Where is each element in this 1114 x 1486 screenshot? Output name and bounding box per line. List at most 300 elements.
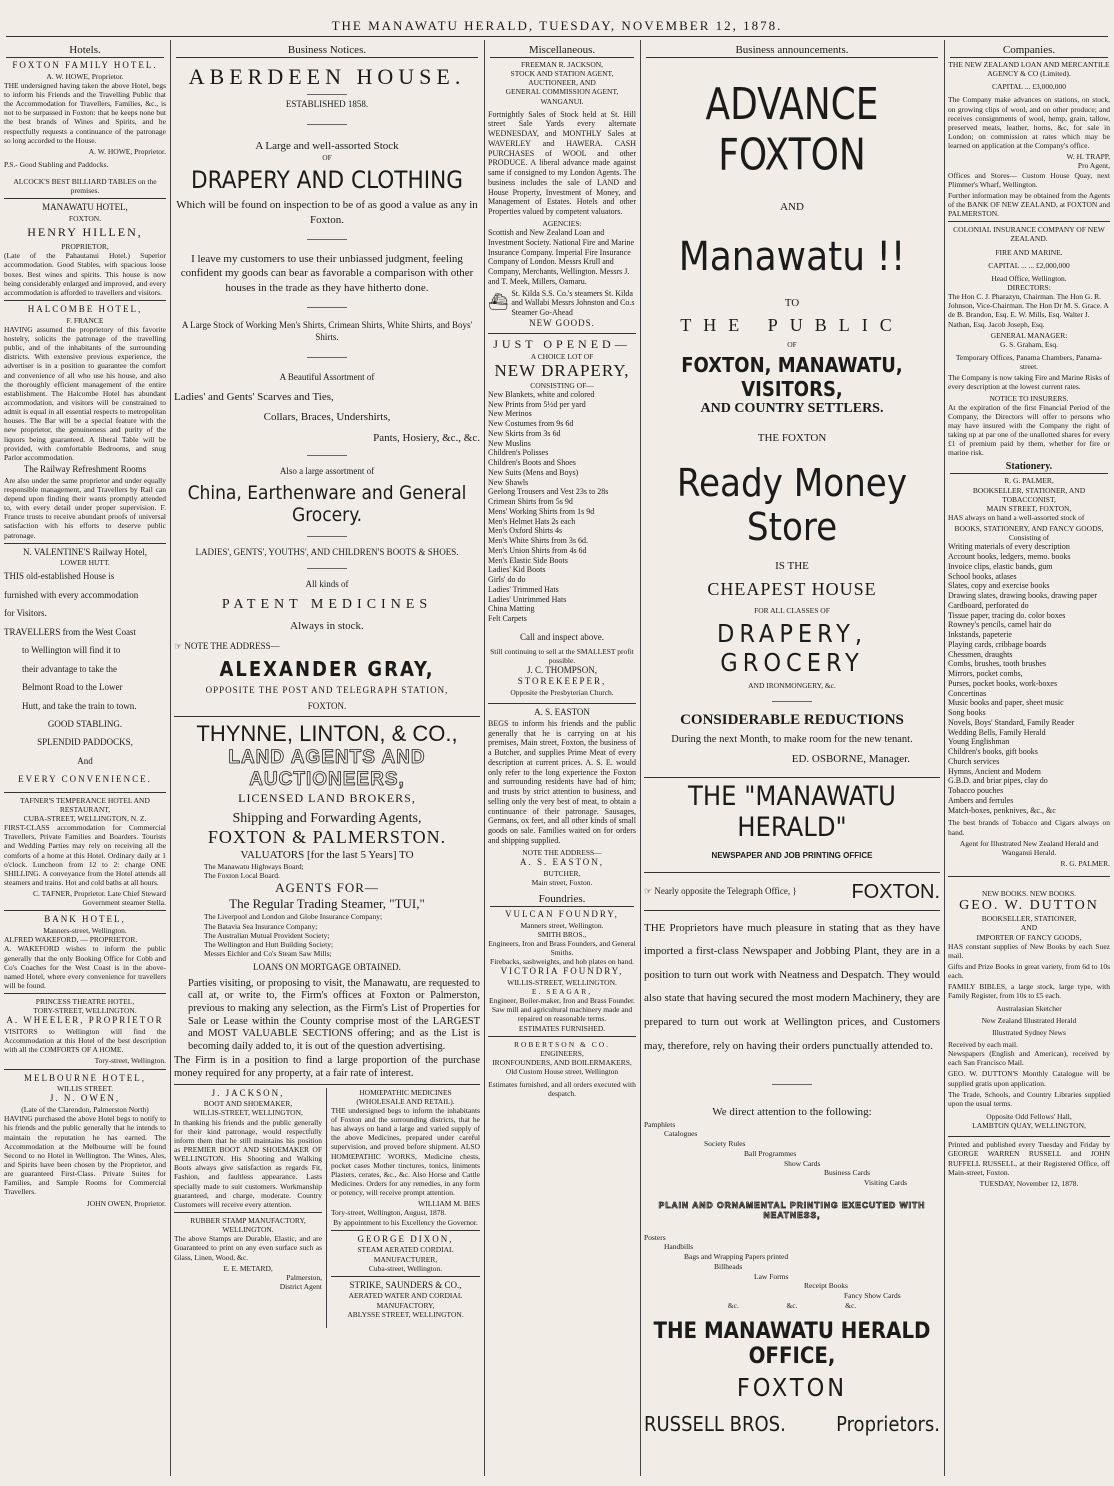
dixon-sub: STEAM AERATED CORDIAL MANUFACTURER, [357,1245,454,1264]
vulcan-place: Manners street, Wellington. [520,920,604,930]
list-item: Men's Union Shirts from 4s 6d [488,545,587,555]
column-divider [170,40,171,1476]
print-item: Law Forms [754,1271,789,1281]
russell-bros: RUSSELL BROS. [644,1411,786,1436]
just-opened: JUST OPENED— [493,336,631,351]
list-item: New Shawls [488,477,529,487]
smith-bros: SMITH BROS., [537,929,587,939]
bank-hotel-proprietor: ALFRED WAKEFORD, — PROPRIETOR. [4,935,138,945]
palmer-books: BOOKS, STATIONERY, AND FANCY GOODS, [954,524,1104,534]
print-item: Ball Programmes [744,1148,797,1158]
etc: &c. [845,1300,857,1310]
print-item: Handbills [664,1242,694,1252]
call-inspect: Call and inspect above. [520,631,604,642]
sketcher: Australasian Sketcher [996,1003,1062,1013]
firm-text: The Firm is in a position to find a large proportion of the purchase money required for any property, at a fair rate of interest. [174,1055,480,1079]
list-item: Hymns, Ancient and Modern [948,766,1041,776]
saw-mill: Saw mill and agricultural machinery made and repaired on reasonable terms. [491,1005,633,1024]
foxton-visitors: FOXTON, MANAWATU, VISITORS, [681,352,903,401]
note-address [174,641,480,653]
loans: LOANS ON MORTGAGE OBTAINED. [253,962,401,973]
nz-illustrated: New Zealand Illustrated Herald [981,1015,1077,1025]
jackson-ad [174,1088,322,1292]
easton-mainst: Main street, Foxton. [531,877,593,887]
list-item: G.B.D. and briar pipes, clay do [948,776,1048,786]
capital-2: CAPITAL ... ... £2,000,000 [988,260,1070,270]
list-item: Children's books, gift books [948,747,1038,757]
herald-office: THE MANAWATU HERALD OFFICE, [653,1318,931,1369]
list-item: Novels, Boys' Standard, Family Reader [948,717,1075,727]
jackson-place: WILLIS-STREET, WELLINGTON, [193,1108,303,1118]
wanganui: WANGANUI. [540,96,584,106]
nearly-opposite: ☞ Nearly opposite the Telegraph Office, } [644,886,797,897]
plain-ornamental: PLAIN AND ORNAMENTAL PRINTING EXECUTED WITH NEATNESS, [658,1199,926,1221]
new-books: NEW BOOKS. NEW BOOKS. [981,889,1077,899]
list-item: Purses, pocket books, work-boxes [948,678,1058,688]
jackson-sub: BOOT AND SHOEMAKER, [203,1099,293,1109]
notice-insurers: NOTICE TO INSURERS. [989,393,1069,403]
owen-name: J. N. OWEN, [49,1093,121,1104]
easton-name: A. S. EASTON [534,707,590,718]
bank-hotel-title: BANK HOTEL, [44,914,126,925]
customers-text: I leave my customers to use their unbiassed judgment, feeling confident my goods can bear as favorable a comparison with other houses in the trade as they have hitherto done. [180,253,474,294]
dutton-sub: BOOKSELLER, STATIONER, [981,914,1077,924]
list-item: Mirrors, pocket combs, [948,669,1023,679]
newspaper-office: NEWSPAPER AND JOB PRINTING OFFICE [711,850,873,860]
print-item: Pamphlets [644,1119,676,1129]
print-item: Business Cards [824,1168,871,1178]
print-item: Society Rules [704,1139,746,1149]
bies-place: Tory-street, Wellington, August, 1878. [331,1208,447,1218]
list-item: Ladies' Kid Boots [488,565,546,575]
agencies-body: Scottish and New Zealand Loan and Investment Society. National Fire and Marine Insurance Company. Imperial Fire Insurance Company of London. Messrs Krull and Company, Merchants, Wellington. Messrs J. and T. Meek, Millers, Oamaru. [488,228,635,286]
during-month: During the next Month, to make room for the new tenant. [671,733,913,745]
storekeeper: STOREKEEPER, [517,676,607,687]
herald-agent: Agent for Illustrated New Zealand Herald and Wanganui Herald. [959,838,1099,857]
stock-intro: A Large and well-assorted Stock [255,139,399,152]
melbourne-hotel-title: MELBOURNE HOTEL, [24,1072,146,1083]
gm-name: G. S. Graham, Esq. [999,339,1059,349]
opposite-post: OPPOSITE THE POST AND TELEGRAPH STATION, [205,684,449,695]
list-item: Account books, ledgers, memo. books [948,552,1071,562]
rubber-body: The above Stamps are Durable, Elastic, and are Guaranteed to print on any even surface such as Glass, Linen, Wood, &c. [174,1234,322,1262]
ad-divider [326,1088,327,1328]
list-item: Crimean Shirts from 5s 9d [488,497,573,507]
jackson-body: In thanking his friends and the public generally for their kind patronage, would respectfully inform them that he still maintains his position as PREMIER BOOT AND SHOEMAKER OF WELLINGTON. His Shooting and Walking Boots always give satisfaction as regards Fit, Fashion, and faultless appearance. Lasts specially made to suit customers. Workmanship guaranteed, and charge, moderate. Country Customers will receive every attention. [174,1117,322,1209]
manawatu-hotel-title: MANAWATU HOTEL, [42,202,128,213]
foxton-bottom: FOXTON [736,1372,848,1402]
insurance-1: The Liverpool and London and Globe Insurance Company; [204,912,383,922]
steamers-ad [488,289,636,318]
foxton-label: FOXTON. [851,880,940,903]
section-heading-stationery: Stationery. [950,461,1108,474]
fire-marine: FIRE AND MARINE. [995,247,1063,257]
valentine-hotel-title: N. VALENTINE'S Railway Hotel, [22,546,148,557]
valentine-line: GOOD STABLING. [47,718,123,729]
firebacks: Firebacks, sashweights, and hob plates on hand. [490,957,634,967]
easton-signature: A. S. EASTON, [519,856,605,867]
list-item: New Merinos [488,409,532,419]
taking-risks: The Company is now taking Fire and Marine Risks of every description at the lowest current rates. [948,373,1110,392]
scarves: Ladies' and Gents' Scarves and Ties, [174,390,334,403]
estimates-furnished: ESTIMATES FURNISHED. [518,1023,606,1033]
section-heading-announcements: Business announcements. [646,44,938,58]
china-grocery: China, Earthenware and General Grocery. [187,481,467,526]
list-item: Music books and paper, sheet music [948,698,1064,708]
printing-list [644,1120,940,1188]
tafner-body: FIRST-CLASS accommodation for Commercial Travellers, Private Families and Boarders. Tourists and Wedding Parties may rely on receiving all the comforts of a home at this Hotel. Ordinary daily at 1 o'clock. Luncheon from 12 to 2: charge ONE SHILLING. A conveyance from the Hotel attends all steamers and trains. Hot and cold baths at all hours. [4,823,166,887]
herald-title: THE "MANAWATU HERALD" [688,780,896,843]
insurance-4: The Wellington and Hutt Building Society; [204,939,334,949]
list-item: Children's Polisses [488,448,549,458]
collars: Collars, Braces, Undershirts, [263,411,391,424]
list-item: Wedding Bells, Family Herald [948,727,1046,737]
list-item: Chessmen, draughts [948,649,1013,659]
metard-agent: District Agent [279,1281,322,1291]
gm-heading: GENERAL MANAGER: [990,330,1068,340]
note-address-text: NOTE THE ADDRESS— [184,641,280,652]
shipping-agents: Shipping and Forwarding Agents, [232,810,422,826]
list-item: New Skirts from 3s 6d [488,428,561,438]
halcombe-proprietor: F. FRANCE [66,315,104,325]
trade-schools: The Trade, Schools, and Country Libraries supplied upon the usual terms. [948,1089,1110,1108]
column-hotels [4,44,166,1476]
list-item: Mens' Working Shirts from 1s 9d [488,506,595,516]
proprietors-label: Proprietors. [836,1411,940,1436]
rubber-title: RUBBER STAMP MANUFACTORY, [190,1215,306,1225]
the-public: THE PUBLIC [680,314,904,335]
alexander-gray: ALEXANDER GRAY, [219,656,435,681]
dutton-body: HAS constant supplies of New Books by each Suez mail. [948,941,1110,960]
robertson: ROBERTSON & CO. [513,1039,611,1049]
tafner-title: TAFNER'S TEMPERANCE HOTEL AND RESTAURANT, [20,795,150,814]
valentine-place: LOWER HUTT. [60,558,110,568]
print-item: Visiting Cards [864,1178,908,1188]
foxton-address: FOXTON. [307,700,347,711]
sydney-news: Illustrated Sydney News [992,1027,1066,1037]
homeo-title: HOMŒPATHIC MEDICINES [359,1087,452,1097]
inspection-text: Which will be found on inspection to be of as good a value as any in Foxton. [176,199,478,226]
commission-agent: GENERAL COMMISSION AGENT, [505,87,619,97]
pointing-hand-icon: ☞ [644,886,655,897]
owen-body: HAVING purchased the above Hotel begs to notify to his friends and the public generally that he intends to maintain the reputation he has earned. The Accommodation at the Melbourne will be found Second to no Hotel in Wellington. The Wines, Ales, and Spirits have been chosen by the Proprietor, and are guaranteed First-Class. Private Suites for Families, and Sample Rooms for Commercial Travellers. [4,1114,166,1197]
masthead-rule [6,36,1108,37]
new-goods: NEW GOODS. [529,317,595,328]
print-item: Billheads [714,1261,743,1271]
easton-note: NOTE THE ADDRESS— [522,847,602,857]
metard-place: Palmerston, [286,1272,322,1282]
nz-loan-body: The Company make advances on stations, on stock, on growing clips of wool, and on other produce; and receives consignments of wool, hemp, grain, tallow, preserved meats, leather, horns, &c, for sale in London; on commission at rates which may be learned on application at the Company's office. [948,95,1110,151]
easton-body: BEGS to inform his friends and the public generally that he is carrying on at his premises, Main street, Foxton, the business of a Butcher, and supplies Prime Meat of every description at current prices. A. S. E. would only refer to the long experience the Foxton and surrounding residents have had of him; and trusts by strict attention to business, and selling only the very best of meat, to obtain a continuance of their patronage. Sausages, Germans, ox feet, and all other kinds of small goods on sale. Families waited on for orders and shipping supplied. [488,718,636,845]
tui-steamer: The Regular Trading Steamer, "TUI," [229,896,425,912]
offices-stores: Offices and Stores— Custom House Quay, next Plimmer's Wharf, Wellington. [948,170,1110,189]
parties-text: Parties visiting, or proposing to visit, the Manawatu, are requested to call at, or write to, the Firm's offices at Foxton or Palmerston, previous to making any selection, as the Firm's List of Properties for Sale or Lease within the County comprise most of the LARGEST and MOST VALUABLE SECTIONS offering; and as the List is becoming daily added to, it is out of the question advertising. [188,977,480,1052]
printed-published: Printed and published every Tuesday and Friday by GEORGE WARREN RUSSELL and JOHN RUFFELL RUSSELL, at their Registered Office, off Main-street, Foxton. [948,1140,1110,1177]
bank-hotel-body: A. WAKEFORD wishes to inform the public generally that the only Booking Office for Cobb and Co's Coaches for the West Coast is in the above-named Hotel, where every convenience for travellers will be found. [4,944,166,990]
wheeler-name: A. WHEELER, PROPRIETOR [6,1015,164,1026]
homeopathic-ad [331,1088,480,1319]
small-ads-block [174,1088,480,1328]
tafner-place: CUBA-STREET, WELLINGTON, N. Z. [23,814,147,824]
homeo-body: THE undersigned begs to inform the inhabitants of Foxton and the surrounding districts, that he has always on hand a large and varied supply of the above Medicines, prepared under careful supervision, and proved before shipment. ALSO HOMŒPATHIC WORKS, Medicine chests, pocket cases Mother tinctures, tonics, liniments Plasters, cerates, &c., &c. Also Horse and Cattle Medicines. Orders for any remedies, in any form or potency, will receive prompt attention. [331,1105,480,1198]
valentine-line: TRAVELLERS from the West Coast [4,626,136,637]
for-all-classes: FOR ALL CLASSES OF [754,606,830,616]
palmer-name: R. G. PALMER, [1004,476,1054,486]
steamers-text: St. Kilda S.S. Co.'s steamers St. Kilda and Wallabi Messrs Johnston and Co.s Steamer Go-Ahead [511,288,635,318]
tafner-signature: C. TAFNER, Proprietor. Late Chief Steward Government steamer Stella. [33,889,166,908]
column-divider [484,40,485,1476]
hillen-proprietor: PROPRIETOR, [61,242,109,252]
auctioneer: AUCTIONEER, AND [528,78,596,88]
stock-agent: STOCK AND STATION AGENT, [510,69,614,79]
highways-board: The Manawatu Highways Board; [204,862,304,872]
list-item: Felt Carpets [488,614,527,624]
foxton-palmerston: FOXTON & PALMERSTON. [207,826,447,847]
thompson-name: J. C. THOMPSON, [526,664,598,675]
notice-body: At the expiration of the first Financial Period of the Company, the Directors will offer to persons who may have insured with the Company the right of taking up at par one of the unallotted shares for every £1 of premium paid by them, whether for fire or marine risk. [948,402,1110,458]
also-assortment: Also a large assortment of [279,465,375,476]
list-item: Men's Helmet Hats 2s each [488,516,576,526]
steamship-icon: ⛴ [488,294,509,312]
aberdeen-house-title: ABERDEEN HOUSE. [188,64,466,89]
billiard-notice: ALCOCK'S BEST BILLIARD TABLES on the premises. [13,177,157,196]
valentine-line: SPLENDID PADDOCKS, [37,737,133,748]
address-line [644,881,940,904]
pointing-hand-icon: ☞ [174,641,185,652]
list-item: New Suits (Mens and Boys) [488,467,579,477]
land-agents: LAND AGENTS AND AUCTIONEERS, [228,747,426,791]
hillen-name: HENRY HILLEN, [27,225,143,240]
palmer-place: MAIN STREET, FOXTON, [986,503,1072,513]
seagar-name: E. SEAGAR, [531,987,593,997]
list-item: China Matting [488,604,535,614]
owen-signature: JOHN OWEN, Proprietor. [86,1198,166,1208]
strike-sub: AERATED WATER AND CORDIAL MANUFACTORY, [348,1291,463,1310]
column-business [174,44,480,1476]
ironmongery: AND IRONMONGERY, &c. [748,681,836,691]
boots-shoes: LADIES', GENTS', YOUTHS', AND CHILDREN'S BOOTS & SHOES. [195,546,459,557]
hillen-body: (Late of the Pahautanui Hotel.) Superior accommodation. Good Stables, with spacious loose boxes. Best wines and spirits. This house is now being considerably enlarged and improved, and every accommodation is afforded to travellers and visitors. [4,251,166,297]
list-item: Slates, copy and exercise books [948,581,1050,591]
manawatu-headline: Manawatu !! [678,234,906,281]
list-item: Drawing slates, drawing books, drawing paper [948,591,1098,601]
bies-appointment: By appointment to his Excellency the Governor. [333,1217,478,1227]
print-item: Catalogues [664,1129,698,1139]
directors-body: The Hon C. J. Pharazyn, Chairman. The Hon G. R. Johnson, Vice-Chairman. The Hon Dr M. S. Grace. A de B. Brandon, Esq. E. W. Mills, Esq. Walter J. Nathan, Esq. Jacob Joseph, Esq. [948,292,1109,329]
assortment: A Beautiful Assortment of [279,372,375,383]
homeo-sub: (WHOLESALE AND RETAIL). [356,1096,455,1106]
insurance-2: The Batavia Sea Insurance Company; [204,921,318,931]
dixon-place: Cuba-street, Wellington. [368,1263,443,1273]
print-item: Posters [644,1232,666,1242]
etc-row [644,1301,940,1311]
foxton-hotel-title: FOXTON FAMILY HOTEL. [12,60,158,70]
metard: E. E. METARD, [223,1263,273,1273]
list-item: Song books [948,708,986,718]
seagar-body: Engineer, Boiler-maker, Iron and Brass Founder. [489,996,635,1006]
column-announcements [644,44,940,1476]
column-divider [640,40,641,1476]
lambton-quay: LAMBTON QUAY, WELLINGTON, [972,1121,1086,1131]
wheeler-body: VISITORS to Wellington will find the Accommodation at this Hotel of the best description with all the COMFORTS OF A HOME. [4,1027,166,1055]
the-foxton: THE FOXTON [757,431,827,444]
head-office: Head Office, Wellington. [991,273,1067,283]
list-item: Invoice clips, elastic bands, gum [948,561,1053,571]
etc: &c. [727,1300,739,1310]
etc: &c. [786,1300,798,1310]
and-text: AND [780,201,804,213]
list-item: Geelong Trousers and Vest 23s to 28s [488,487,609,497]
section-heading-misc: Miscellaneous. [490,44,634,58]
capital: CAPITAL ... £3,000,000 [992,82,1066,92]
melbourne-place: WILLIS STREET. [56,1084,114,1094]
ready-money-store: Ready Money Store [676,461,908,550]
valentine-line: to Wellington will find it to [22,645,121,656]
estimates-final: Estimates furnished, and all orders executed with despatch. [488,1080,636,1099]
odd-fellows: Opposite Odd Fellows' Hall, [986,1111,1072,1121]
jackson-body: Fortnightly Sales of Stock held at St. Hill street Sale Yards every alternate WEDNESDAY, and MONTHLY Sales at WAVERLEY and HAWERA. CASH PURCHASES of WOOL and other PRODUCE. A liberal advance made against same if consigned to my London Agents. The business includes the sale of LAND and House Property, Investment of Money, and Management of Estates. Hotels and other Properties valued by competent valuators. [488,109,636,217]
rubber-place: WELLINGTON. [222,1225,274,1235]
nearly-opposite-text: Nearly opposite the Telegraph Office, [654,886,791,897]
print-item: Receipt Books [804,1281,848,1291]
valentine-body [4,567,166,788]
halcombe-body: HAVING assumed the proprietory of this favorite hostelry, solicits the patronage of the travelling public, and of the inhabitants of the surrounding districts. With extensive previous experience, the advertiser is in a position to guarantee the comfort and convenience of all who use his house, and also the thoroughly efficient management of the entire establishment. The Halcombe Hotel has abundant accommodation, and visitors will be constrained to admit is equal in all essential respects to metropolitan houses. The Bar will be a special feature with the new proprietor, the genuineness and purity of the liquors being guaranteed. A liberal Table will be provided, with comfortable Bedrooms, and snug Parlor accommodation. [4,324,166,462]
halcombe-hotel-title: HALCOMBE HOTEL, [27,304,143,315]
established: ESTABLISHED 1858. [285,99,369,109]
dixon-name: GEORGE DIXON, [357,1233,454,1244]
monthly-catalogue: GEO. W. DUTTON'S Monthly Catalogue will be supplied gratis upon application. [948,1069,1110,1088]
considerable-reductions: CONSIDERABLE REDUCTIONS [680,711,904,728]
patent-medicines: PATENT MEDICINES [221,596,433,612]
to-text: TO [784,297,800,310]
list-item: Church services [948,756,1000,766]
drapery-clothing: DRAPERY AND CLOTHING [191,166,463,195]
list-item: Playing cards, cribbage boards [948,639,1047,649]
section-heading-foundries: Foundries. [490,893,634,907]
dutton-name: GEO. W. DUTTON [959,898,1099,914]
list-item: Ladies' Untrimmed Hats [488,594,567,604]
freeman-jackson: FREEMAN R. JACKSON, [520,60,604,69]
working-shirts: A Large Stock of Working Men's Shirts, Crimean Shirts, White Shirts, and Boys' Shirts. [181,319,473,342]
bank-hotel-place: Manners-street, Wellington. [43,926,127,936]
strike-name: STRIKE, SAUNDERS & CO., [349,1279,462,1290]
list-item: Rowney's pencils, camel hair do [948,620,1052,630]
list-item: Concertinas [948,688,987,698]
licensed-brokers: LICENSED LAND BROKERS, [238,791,416,806]
directors-heading: DIRECTORS: [1007,282,1051,292]
stationery-list [948,542,1110,815]
list-item: Match-boxes, penknives, &c., &c [948,805,1056,815]
list-item: Men's Oxford Shirts 4s [488,526,563,536]
list-item: Girls' do do [488,575,526,585]
still-selling: Still continuing to sell at the SMALLEST profit possible. [490,646,634,665]
column-companies [948,44,1110,1476]
agents-for: AGENTS FOR— [275,880,379,896]
direct-attention: We direct attention to the following: [712,1106,872,1119]
drapery-list [488,390,636,624]
palmer-consisting: Consisting of [1008,533,1050,543]
further-info: Further information may be obtained from the Agents of the BANK OF NEW ZEALAND, at FOXTON and PALMERSTON. [948,190,1110,219]
palmer-signature: R. G. PALMER. [1060,859,1110,869]
tobacco-note: The best brands of Tobacco and Cigars always on hand. [948,818,1110,837]
princess-hotel-title: PRINCESS THEATRE HOTEL, [35,997,135,1007]
victoria-foundry: VICTORIA FOUNDRY, [500,966,624,977]
valentine-line: EVERY CONVENIENCE. [18,774,152,785]
valentine-line: THIS old-established House is [4,571,115,582]
vulcan-foundry: VULCAN FOUNDRY, [505,908,619,919]
foxton-hotel-signature: A. W. HOWE, Proprietor. [88,146,166,156]
local-board: The Foxton Local Board. [204,871,280,881]
of-text: OF [322,153,332,163]
foxton-hotel-body: THE undersigned having taken the above Hotel, begs to inform his Friends and the Travelling Public that the Accommodation for Travellers, Families, &c., is not to be surpassed in Foxton: that he keeps none but the best brands of Wines and Spirits, and he respectfully requests a continuance of the patronage so long accorded to the House. [4,80,166,145]
manawatu-hotel-place: FOXTON. [68,214,102,224]
insurance-3: The Australian Mutual Provident Society; [204,930,330,940]
list-item: Combs, brushes, tooth brushes [948,659,1046,669]
presbyterian: Opposite the Presbyterian Church. [510,688,614,698]
list-item: Ladies' Trimmed Hats [488,584,559,594]
easton-butcher: BUTCHER, [543,868,581,878]
publication-date: TUESDAY, November 12, 1878. [979,1178,1079,1188]
print-item: Fancy Show Cards [844,1291,901,1301]
column-divider [944,40,945,1476]
valuators: VALUATORS [for the last 5 Years] TO [240,848,414,861]
list-item: New Muslins [488,438,531,448]
choice-lot: A CHOICE LOT OF [530,351,594,361]
ironfounders: IRONFOUNDERS, AND BOILERMAKERS, [492,1058,632,1068]
list-item: Writing materials of every description [948,542,1070,552]
proprietors-statement: THE Proprietors have much pleasure in stating that as they have imported a first-class Newspaper and Jobbing Plant, they are in a position to turn out work with Neatness and Despatch. They would also state that having secured the most modern Machinery, they are prepared to turn out work at Wellington prices, and Customers may, therefore, rely on having their orders punctually attended to. [644,921,940,1052]
valentine-line: And [77,755,93,766]
victoria-place: WILLIS-STREET, WELLINGTON. [507,977,617,987]
importer: IMPORTER OF FANCY GOODS, [976,932,1082,942]
valentine-line: furnished with every accommodation [4,589,139,600]
foxton-hotel-proprietor: A. W. HOWE, Proprietor. [46,71,124,81]
strike-place: ABLYSSE STREET, WELLINGTON. [347,1309,464,1319]
palmer-sub: BOOKSELLER, STATIONER, AND TOBACCONIST, [972,485,1086,504]
print-item: Show Cards [784,1158,821,1168]
list-item: Ambers and ferrules [948,795,1014,805]
valentine-line: their advantage to take the [22,663,117,674]
robertson-sub: ENGINEERS, [540,1048,584,1058]
advance-foxton: ADVANCE FOXTON [705,79,879,181]
owen-late: (Late of the Clarendon, Palmerston North) [21,1105,149,1115]
nz-loan-title: THE NEW ZEALAND LOAN AND MERCANTILE AGENCY & CO (Limited). [948,60,1110,79]
received-mail: Received by each mail. [948,1040,1018,1049]
temp-offices: Temporary Offices, Panama Chambers, Panama-street. [955,352,1103,372]
list-item: Men's Elastic Side Boots [488,555,568,565]
always-stock: Always in stock. [290,619,364,632]
railway-rooms-title: The Railway Refreshment Rooms [23,463,147,474]
pants: Pants, Hosiery, &c., &c. [373,431,480,444]
trapp-role: Pro Agent, [1077,161,1110,171]
valentine-line: Belmont Road to the Lower [22,682,123,693]
masthead: THE MANAWATU HERALD, TUESDAY, NOVEMBER 12, 1878. [331,18,783,33]
list-item: New Blankets, white and colored [488,389,595,399]
railway-rooms-body: Are also under the same proprietor and under equally responsible management, and Travellers by Rail can depend upon finding their wants promptly attended to, with every detail under proper supervision. F. France trusts to receive abundant proofs of universal satisfaction with his efforts to deserve public patronage. [4,475,166,540]
list-item: Inkstands, papeterie [948,630,1012,640]
list-item: Men's White Shirts from 3s 6d. [488,536,588,546]
custom-house: Old Custom House street, Wellington [505,1067,619,1077]
all-kinds: All kinds of [305,579,349,590]
list-item: School books, atlases [948,571,1017,581]
list-item: New Costumes from 9s 6d [488,419,574,429]
printing-list-2 [644,1233,940,1311]
consisting-of: CONSISTING OF— [530,380,594,390]
palmer-body: HAS always on hand a well-assorted stock of [948,513,1085,523]
dutton-and: AND [1020,923,1038,933]
foxton-hotel-ps: P.S.- Good Stabling and Paddocks. [4,159,109,169]
of-text: OF [787,339,797,349]
